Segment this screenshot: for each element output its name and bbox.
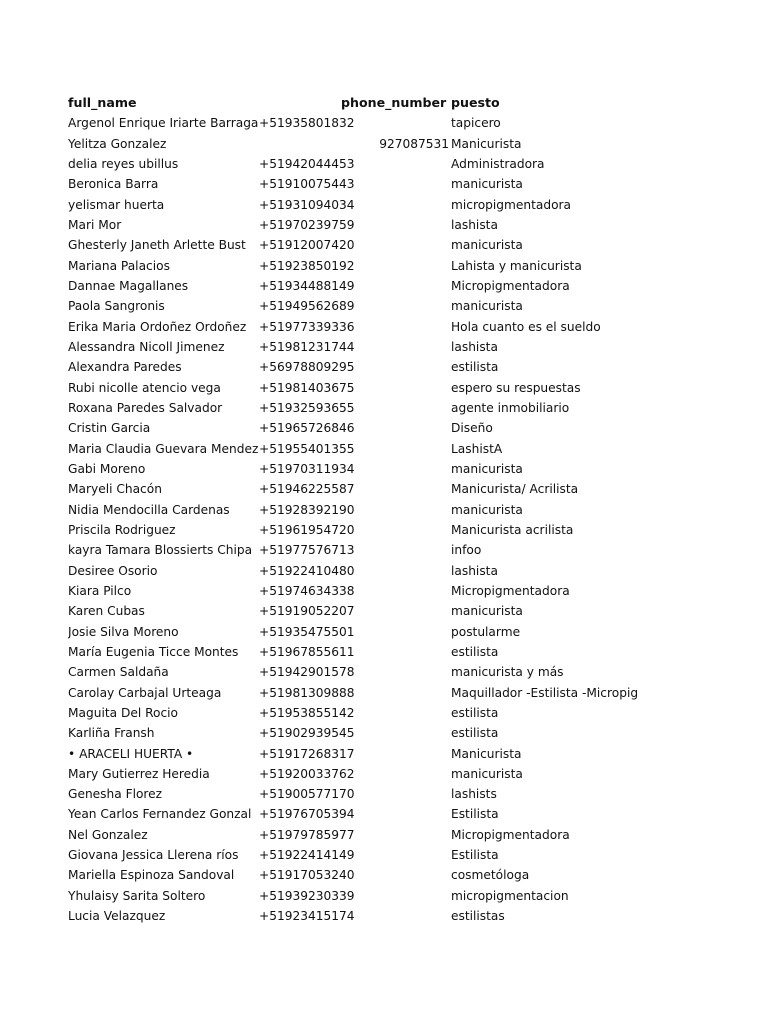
- table-row: [0, 764, 768, 784]
- cell-full-name: Mari Mor: [68, 217, 122, 232]
- cell-phone-number: +51977576713: [259, 543, 355, 558]
- cell-phone-number: +51910075443: [259, 177, 355, 192]
- cell-puesto: manicurista: [451, 299, 523, 314]
- cell-phone-number: +51919052207: [259, 604, 355, 619]
- table-row: [0, 357, 768, 377]
- cell-full-name: Yhulaisy Sarita Soltero: [68, 888, 206, 903]
- cell-phone-number: +51912007420: [259, 238, 355, 253]
- table-body: [0, 113, 768, 926]
- cell-phone-number: +51931094034: [259, 197, 355, 212]
- cell-puesto: estilistas: [451, 909, 505, 924]
- cell-full-name: Ghesterly Janeth Arlette Bust: [68, 238, 246, 253]
- cell-full-name: Alexandra Paredes: [68, 360, 182, 375]
- cell-puesto: cosmetóloga: [451, 868, 530, 883]
- cell-puesto: LashistA: [451, 441, 503, 456]
- cell-phone-number: +51981403675: [259, 380, 355, 395]
- table-row: [0, 622, 768, 642]
- cell-puesto: estilista: [451, 726, 499, 741]
- cell-puesto: Lahista y manicurista: [451, 258, 582, 273]
- table-row: [0, 561, 768, 581]
- cell-puesto: manicurista: [451, 177, 523, 192]
- cell-full-name: Mariana Palacios: [68, 258, 170, 273]
- table-row: [0, 418, 768, 438]
- cell-puesto: Manicurista: [451, 136, 522, 151]
- cell-phone-number: +51920033762: [259, 766, 355, 781]
- cell-phone-number: +51942044453: [259, 156, 355, 171]
- table-row: [0, 906, 768, 926]
- cell-puesto: tapicero: [451, 116, 501, 131]
- cell-puesto: lashista: [451, 339, 498, 354]
- cell-puesto: manicurista: [451, 766, 523, 781]
- cell-phone-number: +56978809295: [259, 360, 355, 375]
- cell-puesto: Manicurista: [451, 746, 522, 761]
- table-row: [0, 459, 768, 479]
- cell-puesto: estilista: [451, 644, 499, 659]
- cell-full-name: Priscila Rodriguez: [68, 522, 176, 537]
- cell-phone-number: +51981309888: [259, 685, 355, 700]
- table-row: [0, 195, 768, 215]
- cell-full-name: Argenol Enrique Iriarte Barraga: [68, 116, 259, 131]
- cell-phone-number: +51900577170: [259, 787, 355, 802]
- cell-phone-number: +51923415174: [259, 909, 355, 924]
- cell-phone-number: +51979785977: [259, 827, 355, 842]
- table-row: [0, 845, 768, 865]
- table-row: [0, 581, 768, 601]
- cell-puesto: manicurista: [451, 502, 523, 517]
- cell-phone-number: +51976705394: [259, 807, 355, 822]
- table-row: [0, 134, 768, 154]
- cell-puesto: lashists: [451, 787, 497, 802]
- cell-puesto: Diseño: [451, 421, 493, 436]
- cell-full-name: Yean Carlos Fernandez Gonzal: [68, 807, 252, 822]
- cell-full-name: Genesha Florez: [68, 787, 163, 802]
- cell-full-name: Carolay Carbajal Urteaga: [68, 685, 222, 700]
- cell-full-name: Giovana Jessica Llerena ríos: [68, 848, 239, 863]
- cell-full-name: Carmen Saldaña: [68, 665, 169, 680]
- table-row: [0, 744, 768, 764]
- cell-full-name: Dannae Magallanes: [68, 278, 189, 293]
- cell-phone-number: +51902939545: [259, 726, 355, 741]
- cell-puesto: infoo: [451, 543, 482, 558]
- cell-phone-number: +51934488149: [259, 278, 355, 293]
- cell-full-name: kayra Tamara Blossierts Chipa: [68, 543, 253, 558]
- cell-full-name: Kiara Pilco: [68, 583, 132, 598]
- spreadsheet-table: [0, 93, 768, 926]
- table-row: [0, 825, 768, 845]
- column-header-full-name: full_name: [68, 95, 137, 110]
- cell-puesto: micropigmentacion: [451, 888, 569, 903]
- cell-puesto: Manicurista/ Acrilista: [451, 482, 579, 497]
- table-row: [0, 174, 768, 194]
- table-row: [0, 256, 768, 276]
- table-row: [0, 479, 768, 499]
- table-row: [0, 378, 768, 398]
- table-row: [0, 317, 768, 337]
- cell-full-name: Cristin Garcia: [68, 421, 151, 436]
- cell-full-name: Nidia Mendocilla Cardenas: [68, 502, 230, 517]
- cell-phone-number: +51965726846: [259, 421, 355, 436]
- table-row: [0, 296, 768, 316]
- table-row: [0, 215, 768, 235]
- cell-puesto: Administradora: [451, 156, 545, 171]
- column-header-phone-number: phone_number: [341, 95, 447, 110]
- cell-full-name: Nel Gonzalez: [68, 827, 148, 842]
- column-header-puesto: puesto: [451, 95, 500, 110]
- cell-full-name: delia reyes ubillus: [68, 156, 179, 171]
- table-row: [0, 500, 768, 520]
- table-row: [0, 113, 768, 133]
- cell-phone-number: +51946225587: [259, 482, 355, 497]
- cell-full-name: Roxana Paredes Salvador: [68, 400, 223, 415]
- cell-full-name: Alessandra Nicoll Jimenez: [68, 339, 225, 354]
- cell-full-name: Erika Maria Ordoñez Ordoñez: [68, 319, 247, 334]
- cell-phone-number: +51928392190: [259, 502, 355, 517]
- table-row: [0, 723, 768, 743]
- cell-phone-number: +51917268317: [259, 746, 355, 761]
- cell-phone-number: +51942901578: [259, 665, 355, 680]
- cell-phone-number: +51961954720: [259, 522, 355, 537]
- cell-puesto: manicurista: [451, 604, 523, 619]
- cell-puesto: Micropigmentadora: [451, 583, 570, 598]
- cell-phone-number: +51953855142: [259, 705, 355, 720]
- cell-puesto: Estilista: [451, 807, 499, 822]
- cell-phone-number: +51981231744: [259, 339, 355, 354]
- cell-puesto: Micropigmentadora: [451, 278, 570, 293]
- cell-phone-number: +51935801832: [259, 116, 355, 131]
- cell-puesto: manicurista: [451, 461, 523, 476]
- cell-full-name: Gabi Moreno: [68, 461, 146, 476]
- cell-puesto: micropigmentadora: [451, 197, 572, 212]
- cell-phone-number: +51967855611: [259, 644, 355, 659]
- cell-full-name: Beronica Barra: [68, 177, 159, 192]
- table-row: [0, 601, 768, 621]
- cell-full-name: Josie Silva Moreno: [68, 624, 179, 639]
- cell-puesto: manicurista y más: [451, 665, 564, 680]
- cell-phone-number: +51923850192: [259, 258, 355, 273]
- cell-puesto: Micropigmentadora: [451, 827, 570, 842]
- table-row: [0, 703, 768, 723]
- table-row: [0, 154, 768, 174]
- table-row: [0, 662, 768, 682]
- cell-full-name: Karliña Fransh: [68, 726, 155, 741]
- table-header-row: [0, 93, 768, 113]
- cell-full-name: Maryeli Chacón: [68, 482, 162, 497]
- cell-phone-number: +51939230339: [259, 888, 355, 903]
- cell-phone-number: +51970311934: [259, 461, 355, 476]
- cell-puesto: estilista: [451, 360, 499, 375]
- cell-full-name: Paola Sangronis: [68, 299, 165, 314]
- cell-puesto: estilista: [451, 705, 499, 720]
- table-row: [0, 642, 768, 662]
- cell-full-name: Maria Claudia Guevara Mendez: [68, 441, 259, 456]
- table-row: [0, 276, 768, 296]
- cell-puesto: Manicurista acrilista: [451, 522, 574, 537]
- cell-puesto: Maquillador -Estilista -Micropig: [451, 685, 639, 700]
- cell-full-name: Karen Cubas: [68, 604, 145, 619]
- table-row: [0, 540, 768, 560]
- cell-full-name: Mariella Espinoza Sandoval: [68, 868, 235, 883]
- table-row: [0, 784, 768, 804]
- cell-puesto: Hola cuanto es el sueldo: [451, 319, 601, 334]
- table-row: [0, 683, 768, 703]
- cell-puesto: lashista: [451, 217, 498, 232]
- cell-phone-number: +51917053240: [259, 868, 355, 883]
- cell-full-name: Lucia Velazquez: [68, 909, 166, 924]
- cell-puesto: Estilista: [451, 848, 499, 863]
- cell-full-name: Maguita Del Rocio: [68, 705, 179, 720]
- cell-phone-number: +51970239759: [259, 217, 355, 232]
- cell-full-name: Mary Gutierrez Heredia: [68, 766, 210, 781]
- cell-phone-number: +51974634338: [259, 583, 355, 598]
- cell-puesto: manicurista: [451, 238, 523, 253]
- table-row: [0, 235, 768, 255]
- table-row: [0, 439, 768, 459]
- cell-full-name: • ARACELI HUERTA •: [68, 746, 194, 761]
- cell-full-name: María Eugenia Ticce Montes: [68, 644, 239, 659]
- cell-phone-number: +51949562689: [259, 299, 355, 314]
- table-row: [0, 804, 768, 824]
- table-row: [0, 520, 768, 540]
- table-row: [0, 398, 768, 418]
- cell-full-name: yelismar huerta: [68, 197, 165, 212]
- cell-phone-number: +51922410480: [259, 563, 355, 578]
- cell-phone-number: +51922414149: [259, 848, 355, 863]
- cell-phone-number: +51977339336: [259, 319, 355, 334]
- table-row: [0, 865, 768, 885]
- cell-full-name: Yelitza Gonzalez: [68, 136, 167, 151]
- cell-puesto: postularme: [451, 624, 521, 639]
- cell-full-name: Rubi nicolle atencio vega: [68, 380, 221, 395]
- cell-puesto: lashista: [451, 563, 498, 578]
- table-row: [0, 337, 768, 357]
- cell-phone-number: +51955401355: [259, 441, 355, 456]
- cell-phone-number: +51935475501: [259, 624, 355, 639]
- cell-puesto: agente inmobiliario: [451, 400, 570, 415]
- cell-puesto: espero su respuestas: [451, 380, 581, 395]
- cell-phone-number: +51932593655: [259, 400, 355, 415]
- cell-phone-number: 927087531: [379, 136, 449, 151]
- table-row: [0, 886, 768, 906]
- cell-full-name: Desiree Osorio: [68, 563, 158, 578]
